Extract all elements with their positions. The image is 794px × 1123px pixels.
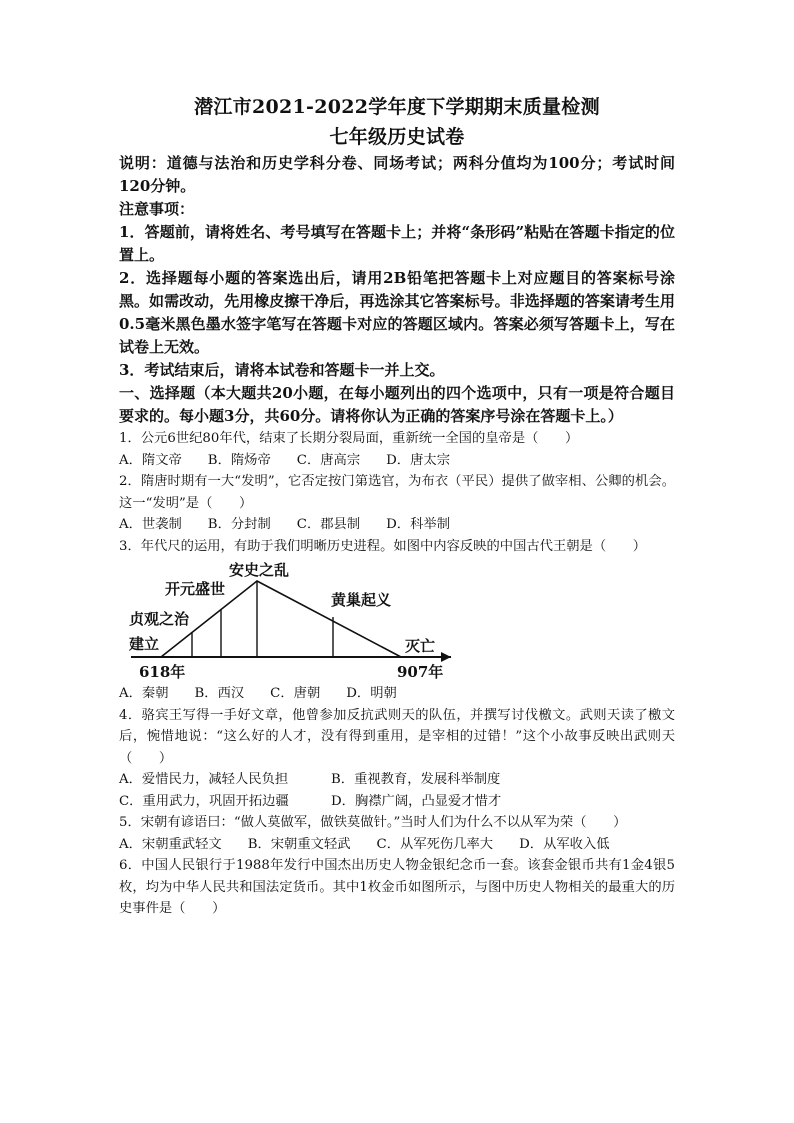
option: A．宋朝重武轻文	[119, 836, 222, 852]
question-1-options	[119, 450, 675, 472]
question-4-options-row1	[119, 769, 675, 791]
option: C．从军死伤几率大	[376, 836, 494, 852]
label-founded: 建立	[129, 635, 160, 653]
option: C．郡县制	[296, 517, 361, 532]
label-fell: 灭亡	[405, 637, 436, 655]
option: D．胸襟广阔，凸显爱才惜才	[331, 793, 502, 809]
question-5-options	[119, 834, 675, 856]
label-start-year: 618年	[139, 663, 186, 681]
option: C．唐高宗	[296, 452, 361, 468]
label-anshi: 安史之乱	[229, 561, 290, 579]
option: A．秦朝	[119, 686, 169, 701]
exam-title: 潜江市2021-2022学年度下学期期末质量检测	[194, 96, 600, 118]
option: D．明朝	[346, 686, 397, 701]
option: B．宋朝重文轻武	[247, 836, 351, 852]
label-kaiyuan: 开元盛世	[165, 580, 226, 598]
option: B．隋炀帝	[207, 452, 271, 468]
option: D．科举制	[386, 517, 450, 532]
note-item: 2．选择题每小题的答案选出后，请用2B铅笔把答题卡上对应题目的答案标号涂黑。如需改动，先用橡皮擦干净后，再选涂其它答案标号。非选择题的答案请考生用0.5毫米黑色墨水签字笔写在答题卡对应的答题区域内。答案必须写答题卡上，写在试卷上无效。	[119, 269, 675, 356]
notes-label: 注意事项：	[119, 200, 195, 218]
question-4-stem: 4．骆宾王写得一手好文章，他曾参加反抗武则天的队伍，并撰写讨伐檄文。武则天读了檄文后，惋惜地说：“这么好的人才，没有得到重用，是宰相的过错！”这个小故事反映出武则天（ ）	[119, 707, 675, 766]
question-2-options	[119, 514, 675, 536]
question-2-stem: 2．隋唐时期有一大“发明”，它否定按门第选官，为布衣（平民）提供了做宰相、公卿的机会。这一“发明”是（ ）	[119, 474, 675, 511]
option: B．分封制	[207, 517, 271, 532]
option: B．重视教育，发展科举制度	[331, 772, 501, 787]
note-item: 1．答题前，请将姓名、考号填写在答题卡上；并将“条形码”粘贴在答题卡指定的位置上。	[119, 223, 675, 264]
option: A．隋文帝	[119, 452, 182, 468]
exam-page	[119, 92, 675, 920]
question-3-options	[119, 683, 675, 705]
option: C．重用武力，巩固开拓边疆	[119, 793, 289, 809]
exam-subtitle: 七年级历史试卷	[329, 126, 465, 148]
label-end-year: 907年	[397, 663, 444, 681]
option: D．唐太宗	[386, 452, 450, 468]
section-heading: 一、选择题（本大题共20小题，在每小题列出的四个选项中，只有一项是符合题目要求的。每小题3分，共60分。请将你认为正确的答案序号涂在答题卡上。）	[119, 384, 675, 425]
question-3-stem: 3．年代尺的运用，有助于我们明晰历史进程。如图中内容反映的中国古代王朝是（ ）	[119, 538, 647, 554]
option: C．唐朝	[270, 686, 321, 701]
label-huangchao: 黄巢起义	[331, 591, 392, 609]
intro-note: 说明：道德与法治和历史学科分卷、同场考试；两科分值均为100分；考试时间120分钟。	[119, 154, 675, 195]
option: A．世袭制	[119, 517, 182, 532]
tang-timeline-figure	[119, 559, 675, 683]
option: B．西汉	[194, 686, 245, 701]
option: A．爱惜民力，减轻人民负担	[119, 772, 289, 787]
question-1-stem: 1．公元6世纪80年代，结束了长期分裂局面，重新统一全国的皇帝是（ ）	[119, 431, 579, 446]
question-6-stem: 6．中国人民银行于1988年发行中国杰出历史人物金银纪念币一套。该套金银币共有1金4银5枚，均为中华人民共和国法定货币。其中1枚金币如图所示，与图中历史人物相关的最重大的历史事件是（ ）	[119, 858, 675, 916]
note-item: 3．考试结束后，请将本试卷和答题卡一并上交。	[119, 361, 445, 379]
question-5-stem: 5．宋朝有谚语曰：“做人莫做军，做铁莫做针。”当时人们为什么不以从军为荣（ ）	[119, 815, 627, 830]
option: D．从军收入低	[519, 836, 610, 852]
label-zhenguan: 贞观之治	[129, 610, 190, 628]
question-4-options-row2	[119, 791, 675, 813]
